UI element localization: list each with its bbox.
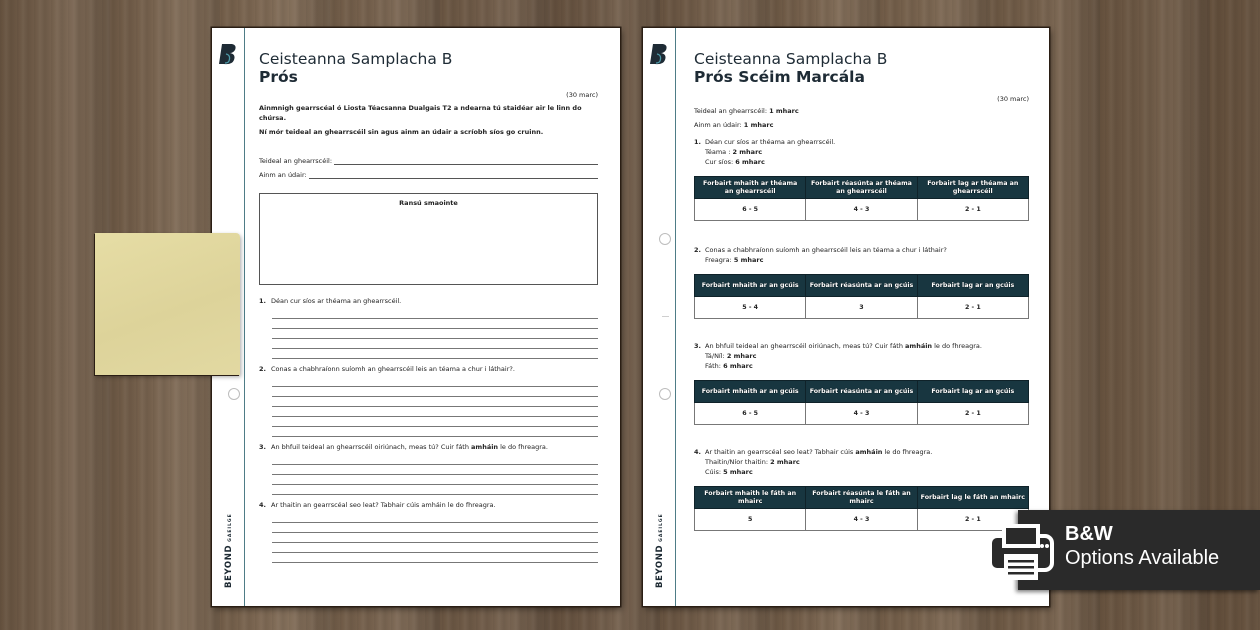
answer-lines-2[interactable] xyxy=(272,377,598,437)
total-marks: (30 marc) xyxy=(997,95,1029,103)
brand-wordmark: BEYONDGAEILGE xyxy=(224,513,234,588)
worksheet-page xyxy=(212,28,620,606)
margin-line xyxy=(675,28,676,606)
marking-scheme-page xyxy=(643,28,1049,606)
author-field[interactable]: Ainm an údair: xyxy=(259,171,598,179)
punch-hole xyxy=(659,388,671,400)
printer-icon xyxy=(986,522,1056,582)
beyond-logo-icon xyxy=(218,42,238,66)
page-subtitle: Prós xyxy=(259,68,298,86)
page-title: Ceisteanna Samplacha B xyxy=(694,50,888,68)
scheme-question-4: 4. Ar thaitin an gearrscéal seo leat? Tabhair cúis amháin le do fhreagra. Thaitin/Níor thaitin: 2 mharc Cúis: 5 mharc xyxy=(694,448,933,476)
punch-hole xyxy=(659,233,671,245)
answer-lines-4[interactable] xyxy=(272,513,598,563)
rubric-table-3: Forbairt mhaith ar an gcúis Forbairt réasúnta ar an gcúis Forbairt lag ar an gcúis 6 - 5 4 - 3 2 - 1 xyxy=(694,380,1029,425)
scheme-question-1: 1. Déan cur síos ar théama an ghearrscéil. Téama : 2 mharc Cur síos: 6 mharc xyxy=(694,138,836,166)
margin-line xyxy=(244,28,245,606)
question-1: 1. Déan cur síos ar théama an ghearrscéil. xyxy=(259,297,402,305)
punch-hole xyxy=(228,388,240,400)
title-mark: Teideal an ghearrscéil: 1 mharc xyxy=(694,107,799,115)
question-2: 2. Conas a chabhraíonn suíomh an ghearrscéil leis an téama a chur i láthair?. xyxy=(259,365,515,373)
fold-mark xyxy=(662,316,669,317)
beyond-logo-icon xyxy=(649,42,669,66)
scheme-question-2: 2. Conas a chabhraíonn suíomh an ghearrscéil leis an téama a chur i láthair? Freagra: 5 mharc xyxy=(694,246,947,264)
answer-lines-3[interactable] xyxy=(272,455,598,495)
intro-text: Ainmnigh gearrscéal ó Liosta Téacsanna Dualgais T2 a ndearna tú staidéar air le linn do chúrsa. xyxy=(259,104,582,122)
total-marks: (30 marc) xyxy=(566,91,598,99)
instruction-text: Ní mór teideal an ghearrscéil sin agus ainm an údair a scríobh síos go cruinn. xyxy=(259,128,544,136)
author-mark: Ainm an údair: 1 mharc xyxy=(694,121,774,129)
brand-wordmark: BEYONDGAEILGE xyxy=(655,513,665,588)
page-subtitle: Prós Scéim Marcála xyxy=(694,68,865,86)
question-4: 4. Ar thaitin an gearrscéal seo leat? Tabhair cúis amháin le do fhreagra. xyxy=(259,501,496,509)
bw-banner-text xyxy=(1065,522,1219,570)
rubric-table-1: Forbairt mhaith ar théama an ghearrscéil Forbairt réasúnta ar théama an ghearrscéil Forbairt lag ar théama an ghearrscéil 6 - 5 4 - 3 2 - 1 xyxy=(694,176,1029,221)
answer-lines-1[interactable] xyxy=(272,309,598,359)
scheme-question-3: 3. An bhfuil teideal an ghearrscéil oiriúnach, meas tú? Cuir fáth amháin le do fhreagra. Tá/Níl: 2 mharc Fáth: 6 mharc xyxy=(694,342,982,370)
rubric-table-4: Forbairt mhaith le fáth an mhairc Forbairt réasúnta le fáth an mhairc Forbairt lag le fáth an mhairc 5 4 - 3 2 - 1 xyxy=(694,486,1029,531)
bw-subtitle: Options Available xyxy=(1065,547,1220,569)
question-3: 3. An bhfuil teideal an ghearrscéil oiriúnach, meas tú? Cuir fáth amháin le do fhreagra. xyxy=(259,443,548,451)
bw-title: B&W xyxy=(1065,523,1113,545)
sticky-note xyxy=(95,233,240,375)
page-title: Ceisteanna Samplacha B xyxy=(259,50,453,68)
title-field[interactable]: Teideal an ghearrscéil: xyxy=(259,157,598,165)
brainstorm-box[interactable]: Ransú smaointe xyxy=(259,193,598,285)
rubric-table-2: Forbairt mhaith ar an gcúis Forbairt réasúnta ar an gcúis Forbairt lag ar an gcúis 5 - 4 3 2 - 1 xyxy=(694,274,1029,319)
